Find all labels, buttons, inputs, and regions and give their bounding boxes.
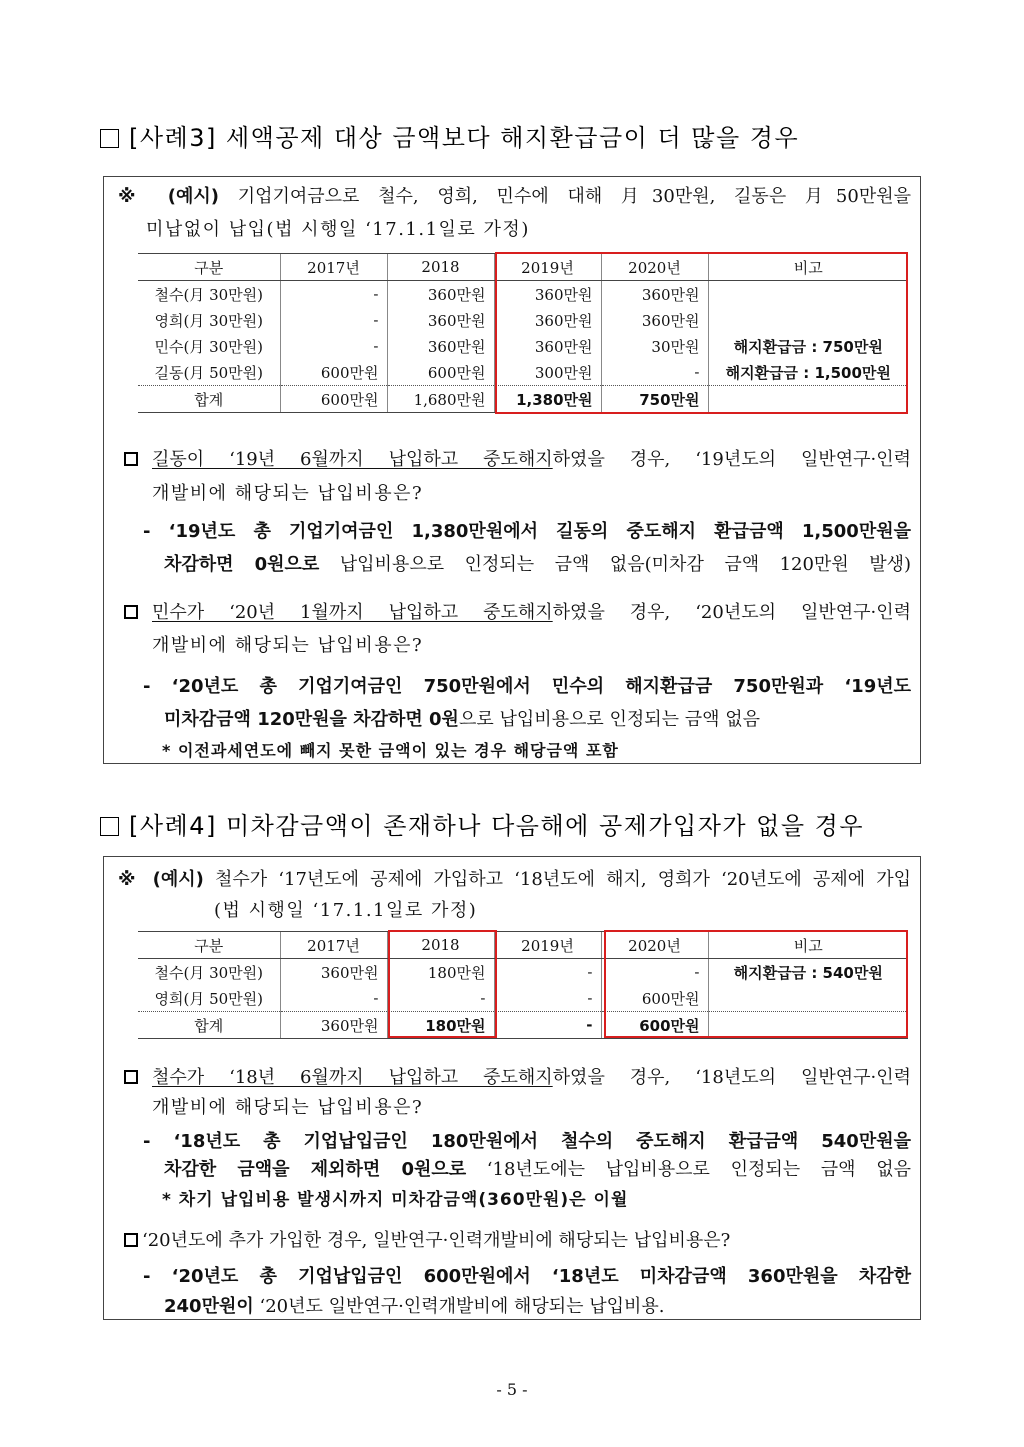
header-cell: 구분 xyxy=(138,932,280,959)
table-cell: 600만원 xyxy=(601,985,708,1012)
highlight-box-2018 xyxy=(388,930,497,1038)
table-cell: 합계 xyxy=(138,1012,280,1039)
table-cell: - xyxy=(494,959,601,986)
table-cell: 영희(月 50만원) xyxy=(154,989,264,1008)
case4-example-line1 xyxy=(118,865,911,891)
highlight-box-2020 xyxy=(604,930,908,1038)
example-text: 기업기여금으로 철수, 영희, 민수에 대해 月30만원, 길동은 月50만원을 xyxy=(237,186,911,207)
case3-q2-line2: 개발비에 해당되는 납입비용은? xyxy=(152,635,424,656)
answer-bold: 차감한 금액을 제외하면 0원으로 xyxy=(164,1159,467,1180)
case3-example-line1 xyxy=(118,182,911,208)
table-cell: 360만원 xyxy=(280,1012,387,1039)
case4-a1-line1: - ‘18년도 총 기업납입금인 180만원에서 철수의 중도해지 환급금액 540만원을 xyxy=(143,1131,911,1152)
table-cell: 600만원 xyxy=(280,359,387,386)
question-text: 철수가 ‘18년 6월까지 납입하고 중도해지하였을 경우, ‘18년도의 일반연구·인력 xyxy=(152,1067,911,1088)
question-box-icon xyxy=(124,1070,138,1084)
table-cell: 600만원 xyxy=(387,359,494,386)
case4-q2-line1 xyxy=(124,1226,730,1252)
question-text: 길동이 ‘19년 6월까지 납입하고 중도해지하였을 경우, ‘19년도의 일반연구·인력 xyxy=(152,449,911,470)
checkbox-square-icon xyxy=(100,129,119,148)
table-cell: 360만원 xyxy=(387,281,494,308)
question-underlined: 길동이 ‘19년 6월까지 납입하고 중도해지 xyxy=(152,449,553,470)
header-cell: 2019년 xyxy=(494,254,601,281)
question-box-icon xyxy=(124,605,138,619)
answer-bold: 차감하면 0원으로 xyxy=(164,554,320,575)
table-cell: 해지환급금 : 750만원 xyxy=(708,333,908,359)
question-underlined: 민수가 ‘20년 1월까지 납입하고 중도해지 xyxy=(152,602,553,623)
case4-a2-line1: - ‘20년도 총 기업납입금인 600만원에서 ‘18년도 미차감금액 360만원을 차감한 xyxy=(143,1266,911,1287)
case4-heading-text: [사례4] 미차감금액이 존재하나 다음해에 공제가입자가 없을 경우 xyxy=(129,812,865,840)
case3-heading-text: [사례3] 세액공제 대상 금액보다 해지환급금이 더 많을 경우 xyxy=(129,124,800,152)
table-cell: 1,380만원 xyxy=(494,386,601,413)
case3-q1-line1 xyxy=(124,445,911,471)
table-cell: 영희(月 30만원) xyxy=(154,311,264,330)
case3-example-line2: 미납없이 납입(법 시행일 ‘17.1.1일로 가정) xyxy=(146,219,530,240)
case4-q1-line1 xyxy=(124,1063,911,1089)
table-cell: - xyxy=(280,333,387,359)
header-cell: 2018 xyxy=(387,254,494,281)
table-cell: 30만원 xyxy=(601,333,708,359)
case3-note: * 이전과세연도에 빼지 못한 금액이 있는 경우 해당금액 포함 xyxy=(162,741,619,760)
table-cell: 360만원 xyxy=(494,333,601,359)
table-cell: 360만원 xyxy=(387,307,494,333)
case4-q1-line2: 개발비에 해당되는 납입비용은? xyxy=(152,1097,424,1118)
table-cell: 360만원 xyxy=(601,307,708,333)
table-cell: 300만원 xyxy=(494,359,601,386)
table-cell: 360만원 xyxy=(387,333,494,359)
case4-example-line2: (법 시행일 ‘17.1.1일로 가정) xyxy=(214,900,478,921)
table-cell: 360만원 xyxy=(280,959,387,986)
table-cell: - xyxy=(601,959,708,986)
case3-a1-line2 xyxy=(164,550,911,576)
table-cell: 600만원 xyxy=(280,386,387,413)
table-cell: 600만원 xyxy=(601,1012,708,1039)
answer-bold: 미차감금액 120만원을 차감하면 0원 xyxy=(164,709,459,730)
case3-a2-line1: - ‘20년도 총 기업기여금인 750만원에서 민수의 해지환급금 750만원과 ‘19년도 xyxy=(143,676,911,697)
header-cell: 2020년 xyxy=(601,932,708,959)
table-cell: 360만원 xyxy=(494,307,601,333)
case3-heading xyxy=(100,118,930,153)
header-cell: 비고 xyxy=(708,254,908,281)
header-cell: 구분 xyxy=(138,254,280,281)
table-cell: 180만원 xyxy=(387,959,494,986)
header-cell: 2018 xyxy=(387,932,494,959)
answer-text: 으로 납입비용으로 인정되는 금액 없음 xyxy=(458,709,761,730)
checkbox-square-icon xyxy=(100,817,119,836)
answer-text: ‘18년도에는 납입비용으로 인정되는 금액 없음 xyxy=(486,1159,911,1180)
case4-heading xyxy=(100,806,930,841)
case3-q2-line1 xyxy=(124,598,911,624)
question-text: 민수가 ‘20년 1월까지 납입하고 중도해지하였을 경우, ‘20년도의 일반연구·인력 xyxy=(152,602,911,623)
example-mark: ※ (예시) xyxy=(118,869,204,890)
table-cell: 길동(月 50만원) xyxy=(154,363,264,382)
table-cell: 철수(月 30만원) xyxy=(154,285,264,304)
table-cell: - xyxy=(280,281,387,308)
answer-text: ‘20년도 일반연구·인력개발비에 해당되는 납입비용. xyxy=(259,1296,665,1317)
case4-note: * 차기 납입비용 발생시까지 미차감금액(360만원)은 이월 xyxy=(162,1190,629,1210)
table-cell: 360만원 xyxy=(601,281,708,308)
case3-a1-line1: - ‘19년도 총 기업기여금인 1,380만원에서 길동의 중도해지 환급금액 1,500만원을 xyxy=(143,521,911,542)
page-number: - 5 - xyxy=(496,1380,528,1399)
table-cell: 360만원 xyxy=(494,281,601,308)
answer-bold: 240만원이 xyxy=(164,1296,254,1317)
header-cell: 2017년 xyxy=(280,932,387,959)
case4-a1-line2 xyxy=(164,1155,911,1181)
table-cell: 민수(月 30만원) xyxy=(154,337,264,356)
table-cell: - xyxy=(494,1012,601,1039)
example-text: 철수가 ‘17년도에 공제에 가입하고 ‘18년도에 해지, 영희가 ‘20년도에 공제에 가입 xyxy=(214,869,912,890)
table-cell: - xyxy=(601,359,708,386)
table-cell: 철수(月 30만원) xyxy=(154,963,264,982)
example-mark: ※ (예시) xyxy=(118,186,219,207)
table-cell: - xyxy=(280,985,387,1012)
table-cell: 750만원 xyxy=(601,386,708,413)
table-cell: 1,680만원 xyxy=(387,386,494,413)
table-cell: 해지환급금 : 1,500만원 xyxy=(708,359,908,386)
question-box-icon xyxy=(124,1233,138,1247)
answer-text: 납입비용으로 인정되는 금액 없음(미차감 금액 120만원 발생) xyxy=(339,554,911,575)
header-cell: 2019년 xyxy=(494,932,601,959)
header-cell: 2017년 xyxy=(280,254,387,281)
table-cell: 180만원 xyxy=(387,1012,494,1039)
table-cell: - xyxy=(387,985,494,1012)
table-cell: - xyxy=(494,985,601,1012)
header-cell: 2020년 xyxy=(601,254,708,281)
table-cell: 해지환급금 : 540만원 xyxy=(708,959,908,986)
highlight-box xyxy=(495,252,908,414)
case4-a2-line2 xyxy=(164,1292,664,1318)
header-cell: 비고 xyxy=(708,932,908,959)
case3-q1-line2: 개발비에 해당되는 납입비용은? xyxy=(152,483,424,504)
case3-a2-line2 xyxy=(164,705,760,731)
table-cell: 합계 xyxy=(138,386,280,413)
table-cell: - xyxy=(280,307,387,333)
question-underlined: 철수가 ‘18년 6월까지 납입하고 중도해지 xyxy=(152,1067,553,1088)
question-text: ‘20년도에 추가 가입한 경우, 일반연구·인력개발비에 해당되는 납입비용은? xyxy=(142,1230,731,1251)
question-box-icon xyxy=(124,452,138,466)
